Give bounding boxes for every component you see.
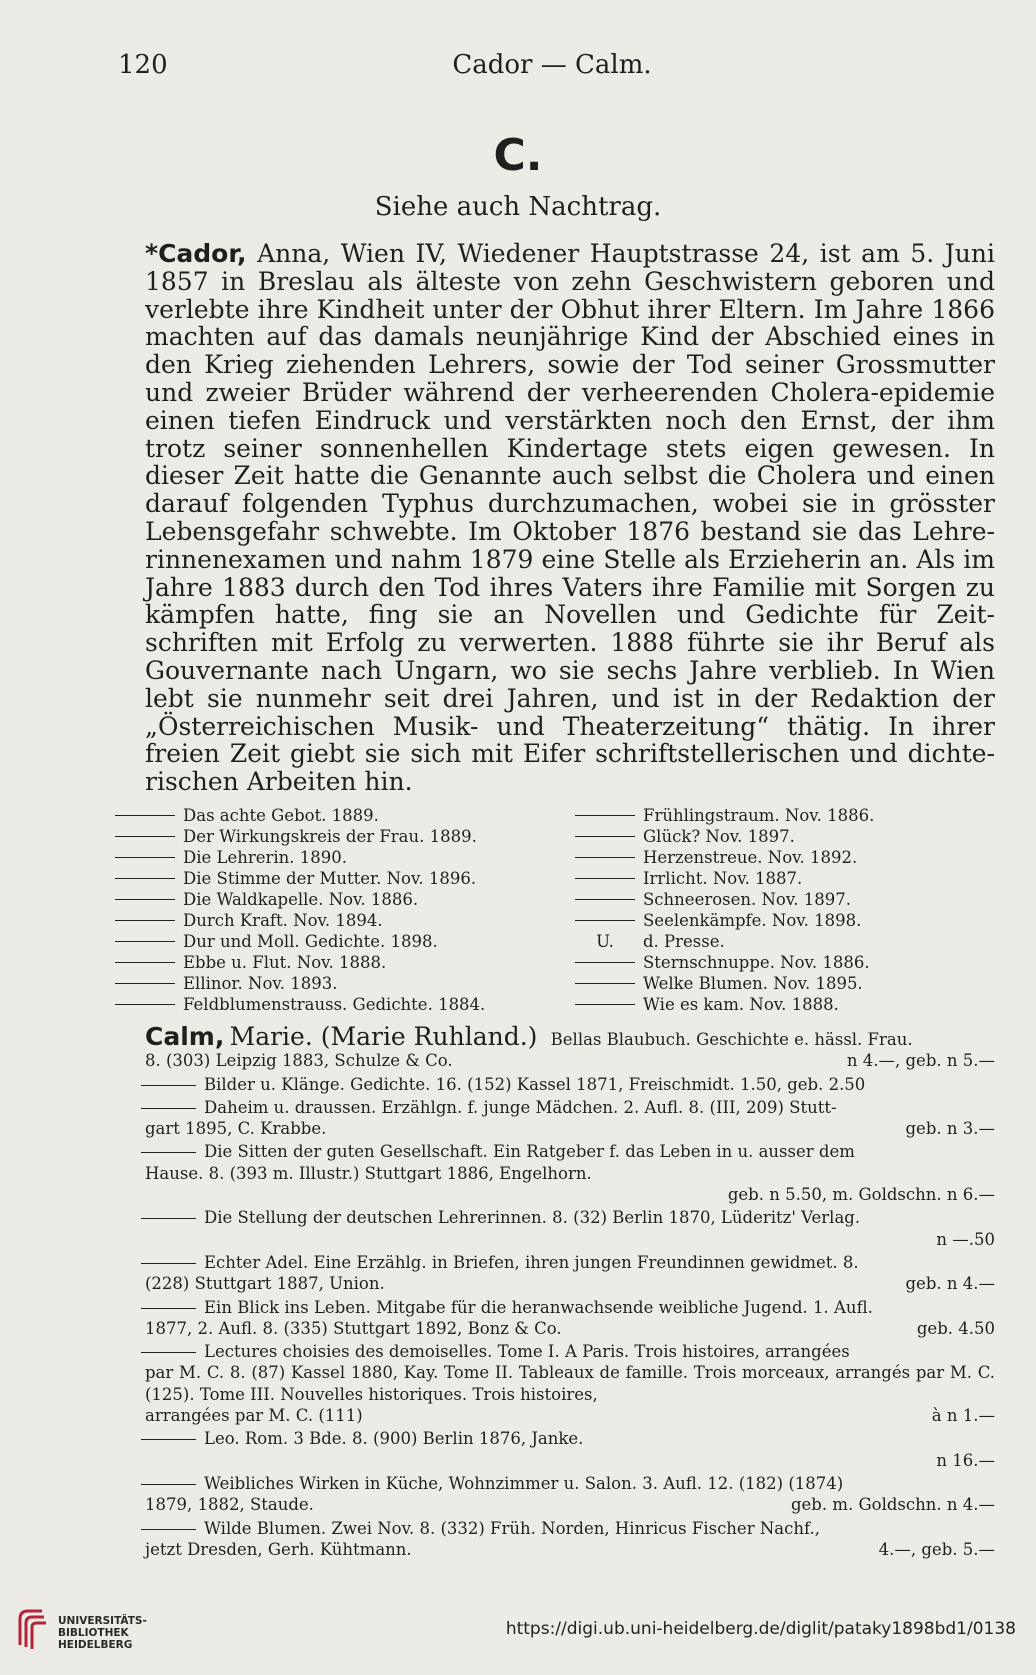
entry-cador bbox=[145, 240, 995, 796]
ditto-dash bbox=[575, 815, 635, 816]
page-header bbox=[118, 50, 986, 90]
ditto-dash bbox=[575, 962, 635, 963]
ditto-dash bbox=[141, 1108, 196, 1109]
first-work: Bellas Blaubuch. Geschichte e. hässl. Frau. bbox=[550, 1030, 913, 1049]
ditto-dash bbox=[141, 1152, 196, 1153]
running-title: Cador — Calm. bbox=[452, 50, 652, 80]
entry-name: *Cador, bbox=[145, 239, 247, 268]
work-item: Frühlingstraum. Nov. 1886. bbox=[575, 805, 955, 826]
ditto-dash bbox=[141, 1352, 196, 1353]
ditto-dash bbox=[115, 878, 175, 879]
work-item: Dur und Moll. Gedichte. 1898. bbox=[115, 931, 555, 952]
ditto-dash bbox=[115, 815, 175, 816]
works-left-column bbox=[115, 805, 555, 1015]
work-item: Schneerosen. Nov. 1897. bbox=[575, 889, 955, 910]
work-item: Durch Kraft. Nov. 1894. bbox=[115, 910, 555, 931]
ditto-dash bbox=[115, 857, 175, 858]
work-item: Das achte Gebot. 1889. bbox=[115, 805, 555, 826]
entry-text: Anna, Wien IV, Wiedener Hauptstrasse 24, ist am 5. Juni 1857 in Breslau als älteste von zehn Geschwistern geboren und verlebte ihre Kindheit unter der Obhut ihrer Eltern. Im Jahre 1866 machten auf das damals neunjährige Kind der Abschied eines in den Krieg ziehenden Lehrers, sowie der Tod seiner Grossmutter und zweier Brüder während der verheerenden Cholera-epidemie einen tiefen Eindruck und verstärkten noch den Ernst, der ihm trotz seiner sonnenhellen Kindertage stets eigen gewesen. In dieser Zeit hatte die Genannte auch selbst die Cholera und einen darauf folgenden Typhus durchzumachen, wobei sie in grösster Lebensgefahr schwebte. Im Oktober 1876 bestand sie das Lehre-rinnenexamen und nahm 1879 eine Stelle als Erzieherin an. Als im Jahre 1883 durch den Tod ihres Vaters ihre Familie mit Sorgen zu kämpfen hatte, fing sie an Novellen und Gedichte für Zeit-schriften mit Erfolg zu verwerten. 1888 führte sie ihr Beruf als Gouvernante nach Ungarn, wo sie sechs Jahre verblieb. In Wien lebt sie nunmehr seit drei Jahren, und ist in der Redaktion der „Österreichischen Musik- und Theaterzeitung“ thätig. In ihrer freien Zeit giebt sie sich mit Eifer schriftstellerischen und dichte-rischen Arbeiten hin. bbox=[145, 239, 995, 797]
work-item: U. d. Presse. bbox=[596, 932, 725, 951]
work-item: Herzenstreue. Nov. 1892. bbox=[575, 847, 955, 868]
ditto-dash bbox=[141, 1308, 196, 1309]
works-right-column bbox=[575, 805, 955, 1015]
ditto-dash bbox=[575, 857, 635, 858]
footer bbox=[0, 1605, 1036, 1655]
entry-name: Calm, bbox=[145, 1022, 225, 1051]
work-item: Welke Blumen. Nov. 1895. bbox=[575, 973, 955, 994]
ditto-dash bbox=[575, 878, 635, 879]
page-number: 120 bbox=[118, 50, 168, 80]
work-entry: Ein Blick ins Leben. Mitgabe für die heranwachsende weibliche Jugend. 1. Aufl. 1877, 2. Aufl. 8. (335) Stuttgart 1892, Bonz & Co. geb. 4.50 bbox=[145, 1297, 995, 1340]
entry-name-rest: Marie. (Marie Ruhland.) bbox=[229, 1022, 538, 1051]
ditto-dash bbox=[575, 1004, 635, 1005]
ditto-dash bbox=[575, 983, 635, 984]
work-item: Seelenkämpfe. Nov. 1898. bbox=[575, 910, 955, 931]
library-logo-icon bbox=[12, 1605, 52, 1653]
work-entry: Die Stellung der deutschen Lehrerinnen. 8. (32) Berlin 1870, Lüderitz' Verlag. n —.50 bbox=[145, 1207, 995, 1250]
work-item: Die Stimme der Mutter. Nov. 1896. bbox=[115, 868, 555, 889]
ditto-dash bbox=[575, 920, 635, 921]
entry-calm bbox=[145, 1022, 995, 1560]
ditto-dash bbox=[115, 962, 175, 963]
ditto-dash bbox=[141, 1484, 196, 1485]
first-work-price: n 4.—, geb. n 5.— bbox=[846, 1051, 995, 1071]
work-entry: Lectures choisies des demoiselles. Tome I. A Paris. Trois histoires, arrangées par M. C. 8. (87) Kassel 1880, Kay. Tome II. Tableaux de famille. Trois morceaux, arrangés par M. C. (125). Tome III. Nouvelles historiques. Trois histoires, arrangées par M. C. (111) à n 1.— bbox=[145, 1341, 995, 1426]
calm-works bbox=[145, 1074, 995, 1561]
work-item: Wie es kam. Nov. 1888. bbox=[575, 994, 955, 1015]
ditto-dash bbox=[115, 941, 175, 942]
ditto-dash bbox=[575, 836, 635, 837]
ditto-dash bbox=[115, 983, 175, 984]
work-entry: Wilde Blumen. Zwei Nov. 8. (332) Früh. Norden, Hinricus Fischer Nachf., jetzt Dresden, Gerh. Kühtmann. 4.—, geb. 5.— bbox=[145, 1518, 995, 1561]
work-entry: Echter Adel. Eine Erzählg. in Briefen, ihren jungen Freundinnen gewidmet. 8. (228) Stuttgart 1887, Union. geb. n 4.— bbox=[145, 1252, 995, 1295]
ditto-dash bbox=[115, 836, 175, 837]
work-item: Der Wirkungskreis der Frau. 1889. bbox=[115, 826, 555, 847]
work-entry: Daheim u. draussen. Erzählgn. f. junge Mädchen. 2. Aufl. 8. (III, 209) Stutt- gart 1895, C. Krabbe. geb. n 3.— bbox=[145, 1097, 995, 1140]
ditto-dash bbox=[115, 899, 175, 900]
work-item: Ebbe u. Flut. Nov. 1888. bbox=[115, 952, 555, 973]
see-also-note: Siehe auch Nachtrag. bbox=[374, 192, 662, 222]
institution-name: UNIVERSITÄTS- BIBLIOTHEK HEIDELBERG bbox=[58, 1615, 147, 1651]
work-entry: Die Sitten der guten Gesellschaft. Ein Ratgeber f. das Leben in u. ausser dem Hause. 8. (393 m. Illustr.) Stuttgart 1886, Engelhorn. geb. n 5.50, m. Goldschn. n 6.— bbox=[145, 1141, 995, 1205]
first-work-publisher: 8. (303) Leipzig 1883, Schulze & Co. bbox=[145, 1051, 453, 1071]
work-item: Ellinor. Nov. 1893. bbox=[115, 973, 555, 994]
work-entry: Bilder u. Klänge. Gedichte. 16. (152) Kassel 1871, Freischmidt. 1.50, geb. 2.50 bbox=[145, 1074, 995, 1095]
source-url-link[interactable]: https://digi.ub.uni-heidelberg.de/diglit/pataky1898bd1/0138 bbox=[505, 1619, 1016, 1639]
work-item: Glück? Nov. 1897. bbox=[575, 826, 955, 847]
ditto-dash bbox=[141, 1085, 196, 1086]
ditto-dash bbox=[115, 1004, 175, 1005]
section-letter: C. bbox=[493, 130, 543, 181]
work-item: Die Waldkapelle. Nov. 1886. bbox=[115, 889, 555, 910]
work-item: Feldblumenstrauss. Gedichte. 1884. bbox=[115, 994, 555, 1015]
ditto-dash bbox=[575, 899, 635, 900]
first-work-cont bbox=[145, 1050, 995, 1071]
ditto-dash bbox=[141, 1218, 196, 1219]
entry-calm-header bbox=[145, 1022, 995, 1051]
ditto-dash bbox=[141, 1263, 196, 1264]
work-entry: Leo. Rom. 3 Bde. 8. (900) Berlin 1876, Janke. n 16.— bbox=[145, 1428, 995, 1471]
work-entry: Weibliches Wirken in Küche, Wohnzimmer u. Salon. 3. Aufl. 12. (182) (1874) 1879, 1882, Staude. geb. m. Goldschn. n 4.— bbox=[145, 1473, 995, 1516]
ditto-dash bbox=[141, 1529, 196, 1530]
ditto-dash bbox=[115, 920, 175, 921]
ditto-dash bbox=[141, 1439, 196, 1440]
work-item: Sternschnuppe. Nov. 1886. bbox=[575, 952, 955, 973]
work-item: Die Lehrerin. 1890. bbox=[115, 847, 555, 868]
work-item: Irrlicht. Nov. 1887. bbox=[575, 868, 955, 889]
